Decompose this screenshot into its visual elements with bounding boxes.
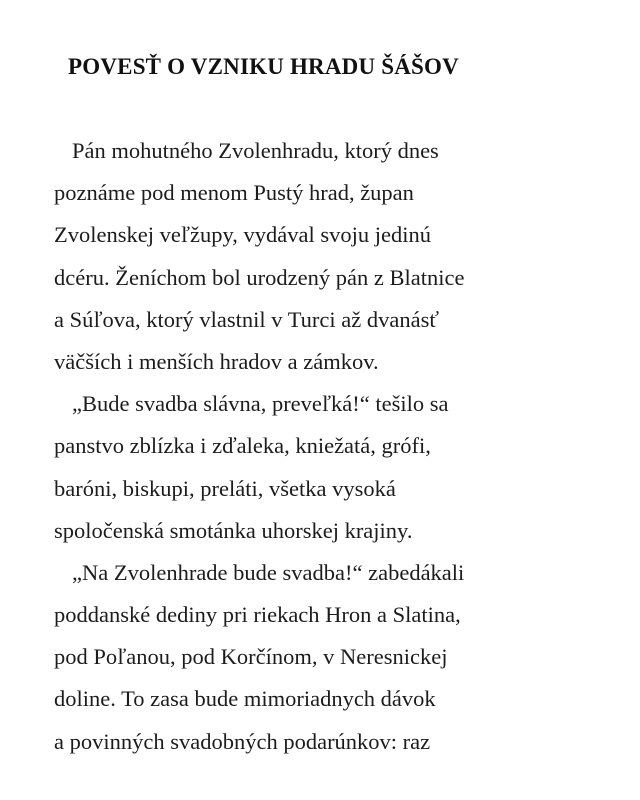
paragraph-3-line: a povinných svadobných podarúnkov: raz: [54, 728, 431, 754]
paragraph-3-line: doline. To zasa bude mimoriadnych dávok: [54, 686, 436, 712]
paragraph-3-line: pod Poľanou, pod Korčínom, v Neresnickej: [54, 644, 448, 670]
paragraph-1-line: a Súľova, ktorý vlastnil v Turci až dvanásť: [54, 306, 439, 332]
paragraph-2-line: „Bude svadba slávna, preveľká!“ tešilo sa: [72, 391, 449, 417]
paragraph-2-line: baróni, biskupi, preláti, všetka vysoká: [54, 475, 396, 501]
paragraph-1-line: väčších i menších hradov a zámkov.: [54, 348, 379, 374]
paragraph-3-line: „Na Zvolenhrade bude svadba!“ zabedákali: [72, 559, 465, 585]
paragraph-2-line: spoločenská smotánka uhorskej krajiny.: [54, 517, 413, 543]
paragraph-1-line: dcéru. Ženíchom bol urodzený pán z Blatnice: [54, 264, 465, 290]
paragraph-3-line: poddanské dediny pri riekach Hron a Slatina,: [54, 602, 461, 628]
paragraph-1-line: Pán mohutného Zvolenhradu, ktorý dnes: [72, 138, 439, 163]
page-title: POVESŤ O VZNIKU HRADU ŠÁŠOV: [68, 54, 459, 79]
paragraph-2-line: panstvo zblízka i zďaleka, kniežatá, grófi,: [54, 433, 431, 459]
paragraph-1-line: poznáme pod menom Pustý hrad, župan: [54, 180, 414, 206]
story-text: [54, 130, 614, 763]
paragraph-1-line: Zvolenskej veľžupy, vydával svoju jedinú: [54, 222, 431, 248]
